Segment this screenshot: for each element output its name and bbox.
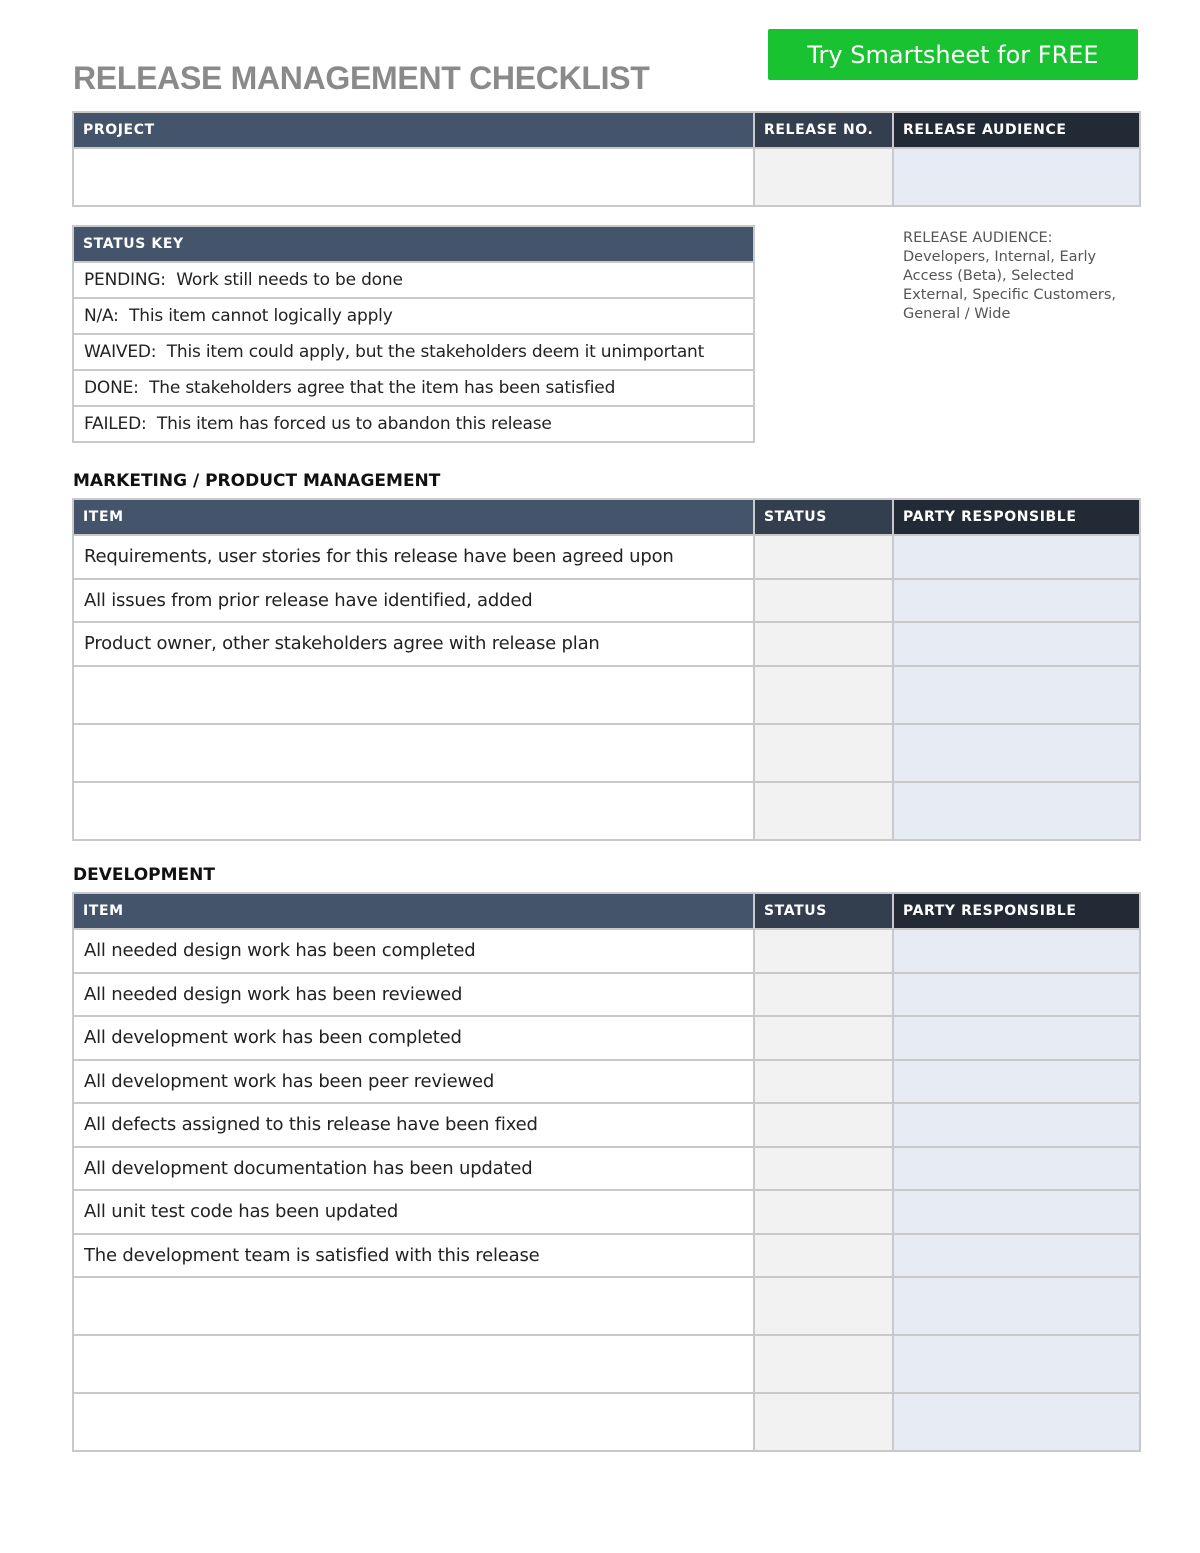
status-cell[interactable] — [754, 929, 893, 973]
status-cell[interactable] — [754, 535, 893, 579]
table-row — [73, 1060, 1140, 1104]
status-key-row — [73, 370, 754, 406]
party-cell[interactable] — [893, 666, 1140, 724]
item-column-header: ITEM — [73, 893, 754, 929]
development-checklist-table — [72, 892, 1141, 1452]
status-desc: This item could apply, but the stakeholders deem it unimportant — [166, 342, 705, 362]
item-cell[interactable]: All needed design work has been completed — [73, 929, 754, 973]
table-row — [73, 1234, 1140, 1278]
item-cell[interactable] — [73, 724, 754, 782]
audience-note-text: Developers, Internal, Early Access (Beta), Selected External, Specific Customers, General / Wide — [903, 249, 1117, 322]
try-smartsheet-button[interactable]: Try Smartsheet for FREE — [768, 29, 1138, 80]
status-term: FAILED: — [84, 414, 147, 434]
item-cell[interactable]: Requirements, user stories for this release have been agreed upon — [73, 535, 754, 579]
item-cell[interactable] — [73, 666, 754, 724]
table-row — [73, 782, 1140, 840]
table-row — [73, 1103, 1140, 1147]
status-key-table — [72, 225, 755, 443]
party-cell[interactable] — [893, 1190, 1140, 1234]
status-cell[interactable] — [754, 666, 893, 724]
status-cell[interactable] — [754, 1147, 893, 1191]
item-cell[interactable] — [73, 782, 754, 840]
project-field[interactable] — [73, 148, 754, 206]
item-cell[interactable]: All defects assigned to this release have been fixed — [73, 1103, 754, 1147]
status-cell[interactable] — [754, 973, 893, 1017]
status-cell[interactable] — [754, 1393, 893, 1451]
item-column-header: ITEM — [73, 499, 754, 535]
table-row — [73, 535, 1140, 579]
party-cell[interactable] — [893, 973, 1140, 1017]
party-column-header: PARTY RESPONSIBLE — [893, 499, 1140, 535]
party-cell[interactable] — [893, 1335, 1140, 1393]
table-row — [73, 929, 1140, 973]
audience-note-label: RELEASE AUDIENCE: — [903, 230, 1053, 246]
table-row — [73, 1277, 1140, 1335]
item-cell[interactable]: The development team is satisfied with this release — [73, 1234, 754, 1278]
status-key-row — [73, 406, 754, 442]
status-cell[interactable] — [754, 1060, 893, 1104]
party-cell[interactable] — [893, 1147, 1140, 1191]
item-cell[interactable]: All development work has been completed — [73, 1016, 754, 1060]
item-cell[interactable] — [73, 1393, 754, 1451]
status-term: DONE: — [84, 378, 139, 398]
status-cell[interactable] — [754, 622, 893, 666]
project-table — [72, 111, 1141, 207]
party-cell[interactable] — [893, 622, 1140, 666]
release-audience-field[interactable] — [893, 148, 1140, 206]
table-row — [73, 724, 1140, 782]
status-cell[interactable] — [754, 1277, 893, 1335]
item-cell[interactable]: All issues from prior release have identified, added — [73, 579, 754, 623]
table-row — [73, 1335, 1140, 1393]
status-key-row — [73, 298, 754, 334]
status-key-row — [73, 334, 754, 370]
status-cell[interactable] — [754, 724, 893, 782]
table-row — [73, 666, 1140, 724]
party-cell[interactable] — [893, 579, 1140, 623]
development-section-heading: DEVELOPMENT — [73, 865, 215, 885]
status-key-header: STATUS KEY — [73, 226, 754, 262]
status-cell[interactable] — [754, 782, 893, 840]
table-row — [73, 1393, 1140, 1451]
page-title: RELEASE MANAGEMENT CHECKLIST — [73, 60, 650, 96]
party-cell[interactable] — [893, 1393, 1140, 1451]
status-column-header: STATUS — [754, 893, 893, 929]
table-row — [73, 579, 1140, 623]
party-cell[interactable] — [893, 1060, 1140, 1104]
item-cell[interactable]: All development documentation has been updated — [73, 1147, 754, 1191]
party-cell[interactable] — [893, 1277, 1140, 1335]
item-cell[interactable]: All needed design work has been reviewed — [73, 973, 754, 1017]
status-key-row — [73, 262, 754, 298]
marketing-checklist-table — [72, 498, 1141, 841]
release-audience-header: RELEASE AUDIENCE — [893, 112, 1140, 148]
party-cell[interactable] — [893, 1016, 1140, 1060]
status-desc: Work still needs to be done — [176, 270, 403, 290]
project-header: PROJECT — [73, 112, 754, 148]
item-cell[interactable]: All unit test code has been updated — [73, 1190, 754, 1234]
table-row — [73, 1147, 1140, 1191]
item-cell[interactable] — [73, 1277, 754, 1335]
status-cell[interactable] — [754, 1103, 893, 1147]
party-cell[interactable] — [893, 535, 1140, 579]
item-cell[interactable] — [73, 1335, 754, 1393]
party-cell[interactable] — [893, 782, 1140, 840]
status-cell[interactable] — [754, 1234, 893, 1278]
release-audience-note — [903, 229, 1133, 324]
table-row — [73, 1016, 1140, 1060]
status-cell[interactable] — [754, 1016, 893, 1060]
status-cell[interactable] — [754, 579, 893, 623]
party-cell[interactable] — [893, 724, 1140, 782]
status-desc: This item cannot logically apply — [129, 306, 393, 326]
status-desc: This item has forced us to abandon this release — [156, 414, 552, 434]
status-cell[interactable] — [754, 1190, 893, 1234]
release-no-header: RELEASE NO. — [754, 112, 893, 148]
item-cell[interactable]: All development work has been peer reviewed — [73, 1060, 754, 1104]
status-column-header: STATUS — [754, 499, 893, 535]
table-row — [73, 622, 1140, 666]
party-cell[interactable] — [893, 1234, 1140, 1278]
marketing-section-heading: MARKETING / PRODUCT MANAGEMENT — [73, 471, 441, 491]
party-cell[interactable] — [893, 929, 1140, 973]
status-cell[interactable] — [754, 1335, 893, 1393]
status-desc: The stakeholders agree that the item has been satisfied — [149, 378, 616, 398]
status-term: WAIVED: — [84, 342, 157, 362]
status-term: PENDING: — [84, 270, 166, 290]
status-term: N/A: — [84, 306, 119, 326]
table-row — [73, 973, 1140, 1017]
item-cell[interactable]: Product owner, other stakeholders agree with release plan — [73, 622, 754, 666]
party-cell[interactable] — [893, 1103, 1140, 1147]
table-row — [73, 1190, 1140, 1234]
party-column-header: PARTY RESPONSIBLE — [893, 893, 1140, 929]
release-no-field[interactable] — [754, 148, 893, 206]
